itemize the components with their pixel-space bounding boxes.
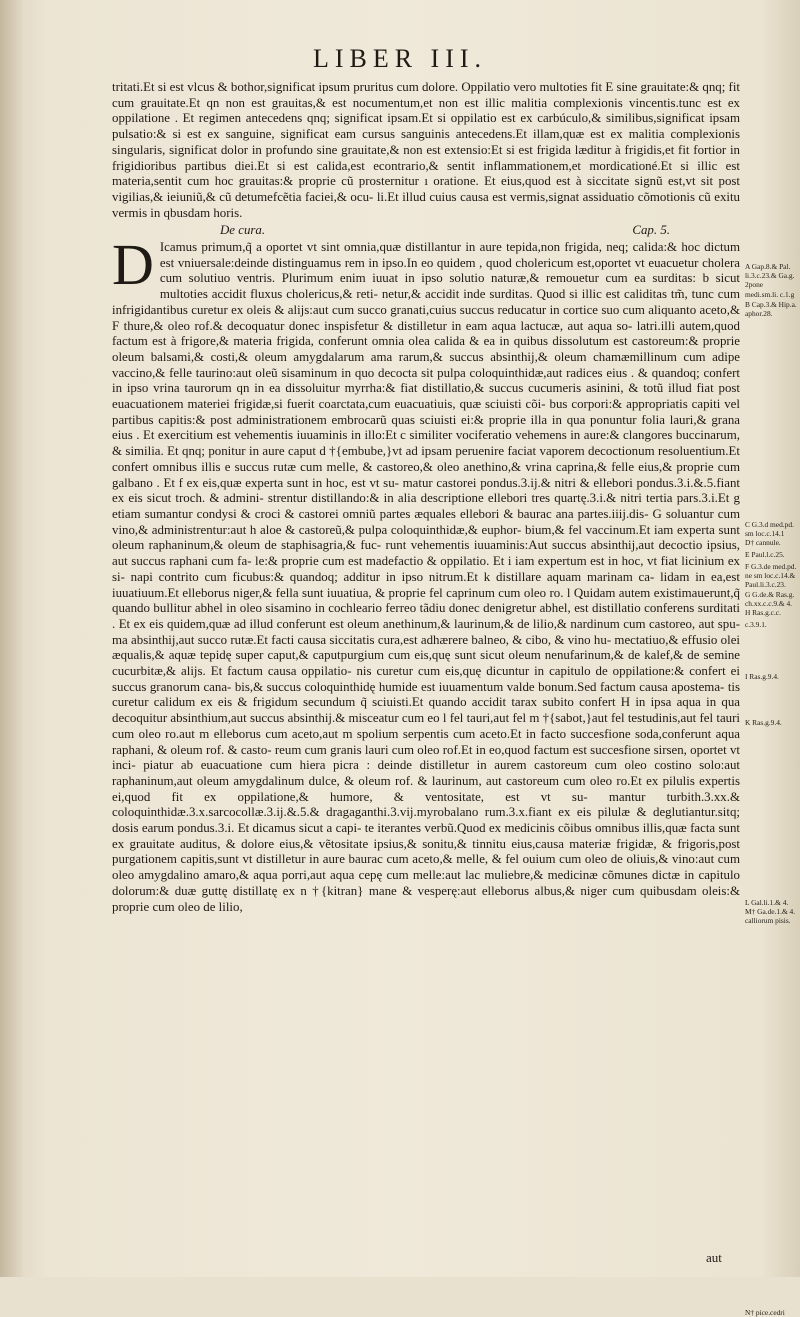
chapter-heading bbox=[112, 223, 740, 239]
drop-cap: D bbox=[112, 232, 154, 298]
running-head: LIBER III. bbox=[312, 44, 488, 73]
gutter-shadow bbox=[0, 0, 24, 1277]
chapter-number: Cap. 5. bbox=[632, 223, 670, 238]
margin-note: H Ras.g.c.c. bbox=[745, 608, 781, 617]
margin-note: L Gal.li.1.& 4. M† Ga.de.1.& 4. calliorum pisis. bbox=[745, 898, 796, 926]
margin-note: N† pice.cedri bbox=[745, 1308, 785, 1317]
margin-note: A Gap.8.& Pal. li.3.c.23.& Ga.g. 2pone medi.sm.li. c.1.g bbox=[745, 262, 795, 299]
chapter-body-text: Icamus primum,q̃ a oportet vt sint omnia,quæ distillantur in aure tepida,non frigida, neq; calida:& hoc dictum est vniuersale:deinde distinguamus rem in ipso.In eo quidem , quod cholericum est,oportet vt euacuetur cholera cum solutiuo ventris. Plurimum enim iuuat in ipso solutio naturæ,& remouetur cum ea surditas: b sicut multoties accidit fluxus cholericus,& reti- netur,& accidit inde surditas. Quod si illic est caliditas tm̃, tunc cum infrigidantibus curetur ex oleis & alijs:aut cum succo granati,cuius succus reducatur in cortice suo cum aliquanto aceto,& F thure,& oleo rof.& decoquatur donec inspisfetur & distilletur in eam aqua lactucæ, aut aqua so- latri.illi autem,quod factum est à frigore,& materia frigida, conferunt omnia olea calida & ea in quibus dissolutum est castoreum:& proprie oleum balsami,& costi,& oleum amygdalarum ama rarum,& succus absinthij,& oleum chamæmillinum cum adipe vaccino,& felle taurino:aut oleũ sisaminum in quo decocta sit pulpa coloquinthidæ,aut radices eius . & quandoq; confert in ipso vrina taurorum qn in ea dissoluitur myrrha:& fiat distillatio,& succus cucumeris asinini, & totũ illud fiat post euacuationem materiei frigidæ,si fuerit coarctata,cum euacuatiuis, quæ sciuisti cõi- bus corpori:& appropriatis capiti vel partibus capitis:& post administrationem embrocarũ quas sciuisti ei:& proprie illa in qua ponuntur folia lauri,& grana eius . Et exercitium est vehementis iuuaminis in illo:Et c similiter vociferatio vehemens in aure:& clangores buccinarum, & similia. Et qnq; ponitur in aure caput d †{embube,}vt ad ipsam peruenire faciat vaporem decoctionum resoluentium.Et confert omnibus illis e succus rutæ cum melle, & castoreo,& oleo anethino,& vrina caprina,& felle eius,& proprie cum galbano . Et f ex eis,quæ experta sunt in hoc, est vt su- matur castorei pondus.3.ij.& nitri & ellebori pondus.3.i.&.5.fiant ex eis sicut troch. & admini- strentur distillando:& in alia descriptione ellebori tres quartę.3.i.& nitri tertia pars.3.i.Et g etiam sumantur condysi & croci & castorei omniũ partes æquales ellebori & baurac ana partes.iiij.dis- G soluantur cum vino,& administrentur:aut h aloe & castoreũ,& pulpa coloquinthidæ,& euphor- bium,& fel vaccinum.Et iam experta sunt oleum raphaninum,& oleum de staphisagria,& fuc- runt vehementis iuuaminis:Aut succus absinthij,aut decoctio ipsius, aut succus raphani cum fa- le:& proprie cum est madefactio & oppilatio. Et i iam expertum est in hoc, vt fiat licinium ex si- napi contrito cum ficubus:& quandoq; additur in ipso nitrum.Et k distillare aquam marinam ca- lidam in ea,est iuuatiuum.Et elleborus niger,& fella sunt iuuatiua, & proprie fel caprinum cum oleo ro. l Quidam autem existimauerunt,q̃ quando bullitur abhel in oleo sisamino in cochleario ferreo tãdiu donec denigretur abhel, est distillatio conferens surditati . Et ex eis quidem,quæ ad illud conferunt est oleum anethinum,& laurinum,& de lilio,& nardinum cum castoreo, aut spu- ma absinthij,aut succo rutæ.Et facti causa siccitatis cura,est adhærere balneo, & cibo, & vino hu- mectatiuo,& effusio olei æqualis,& aquæ tepidę super caput,& caputpurgium cum eis,quę sunt sicut oleum nenufarinum,& de kalef,& de semine cucurbitæ,& alijs. Et factum causa oppilatio- nis curetur cum eis,quę dicuntur in capitulo de oppilatione:& confert ei succus granorum cana- bis,& succus coloquinthidę humide est iuuamentum valde bonum.Sed factum causa apostema- tis curetur calidum ex eis & frigidum secundum q̃ sciuisti.Et quando accidit tarax subito confert H in ipsa aqua in qua decoquitur absinthium,aut succus absinthij.& misceatur cum eo l fel tauri,aut fel m †{sabot,}aut fel testudinis,aut fel tauri cum oleo ro.aut m elleborus cum aceto,aut m spolium serpentis cum aceto.Et in facto succesfione soda,conferunt aqua raphani, & oleum rof. & casto- reum cum granis lauri cum oleo rof.Et in eo,quod factum est succesfione sirsen, oportet vt inci- piatur ab euacuatione cum hiera picra : deinde distilletur in aurem castoreum cum oleo costino solo:aut raphaninum,aut oleum amygdalinum dulce, & oleum rof. & laurinum, aut castoreum cum oleo ro.Et ex pilulis expertis ei,quod fit ex oppilatione,& humore, & ventositate, est vt su- mantur turbith.3.xx.& coloquinthidæ.3.x.sarcocollæ.3.ij.&.5.& dragaganthi.3.vij.myrobalano rum.3.x.fiant ex eis pilulæ & deglutiantur.sitq; dosis earum pondus.3.i. Et dicamus sicut a capi- te iterantes verbũ.Quod ex medicinis cõibus omnibus illis,quæ facta sunt ex grauitate auditus, & dolore eius,& vẽtositate ipsius,& sonitu,& tinnitu eius,causa materiæ frigidæ, & frigoris,post purgationem capitis,sunt vt distilletur in aure baurac cum aceto,& melle, & fel ouium cum oleo de oliuis,& vino:aut cum oleo amygdalino amaro,& aqua porri,aut aqua cepę cum melle:aut lac muliebre,& medicinæ cõmunes dictæ in capitulo dolorum:& duæ guttę distillatę ex n †{kitran} mane & vesperę:aut elleborus albus,& niger cum quibusdam oleis:& proprie cum oleo de lilio, bbox=[112, 240, 740, 914]
margin-note: E Paul.l.c.25. bbox=[745, 550, 785, 559]
margin-note: K Ras.g.9.4. bbox=[745, 718, 782, 727]
margin-note: G G.de.& Ras.g. ch.xx.c.c.9.& 4. bbox=[745, 590, 795, 609]
catchword: aut bbox=[706, 1250, 722, 1265]
paragraph-before-chapter: tritati.Et si est vlcus & bothor,significat ipsum pruritus cum dolore. Oppilatio vero multoties fit E sine grauitate:& qnq; fit cum grauitate.Et qn non est grauitas,& est nocumentum,et non est illic malitia complexionis vincentis.tunc est ex oppilatione . Et regimen antecedens qnq; significat ipsam.Et si oppilatio est ex carbúculo,& similibus,significat ipsam pulsatio:& si est ex sanguine, significat eam cursus sanguinis antecedens.Et illam,quæ est ex malitia complexionis singularis, significat dolor in profundo sine grauitate,& non est extensio:Et si est frigida læditur à frigidis,et fit fortior in frigidioribus partibus diei.Et si est calida,est econtrario,& sentit inflammationem,et mordicationé.Et si illic est materia,sentit cum hoc grauitas:& proprie cũ prosternitur ı oratione. Et eius,quod est à siccitate signũ est,vt sit post vigilias,& ieiuniũ,& cũ detumefcẽtia faciei,& ocu- li.Et illud cuius causa est vermis,signat assiduatio cõmotionis cũ exitu vermis in qbusdam horis. bbox=[112, 80, 740, 220]
margin-note: C G.3.d med.pd. sm loc.c.14.1 bbox=[745, 520, 794, 539]
margin-note: F G.3.de med.pd. ne sm loc.c.14.& Paul.li.3.c.23. bbox=[745, 562, 797, 590]
margin-note: D† cannule. bbox=[745, 538, 781, 547]
margin-note: B Cap.3.& Hip.a. aphor.28. bbox=[745, 300, 797, 319]
margin-note: c.3.9.1. bbox=[745, 620, 767, 629]
body-text-column bbox=[112, 80, 740, 915]
chapter-title: De cura. bbox=[220, 223, 266, 238]
chapter-paragraph bbox=[112, 232, 740, 915]
margin-note: I Ras.g.9.4. bbox=[745, 672, 779, 681]
